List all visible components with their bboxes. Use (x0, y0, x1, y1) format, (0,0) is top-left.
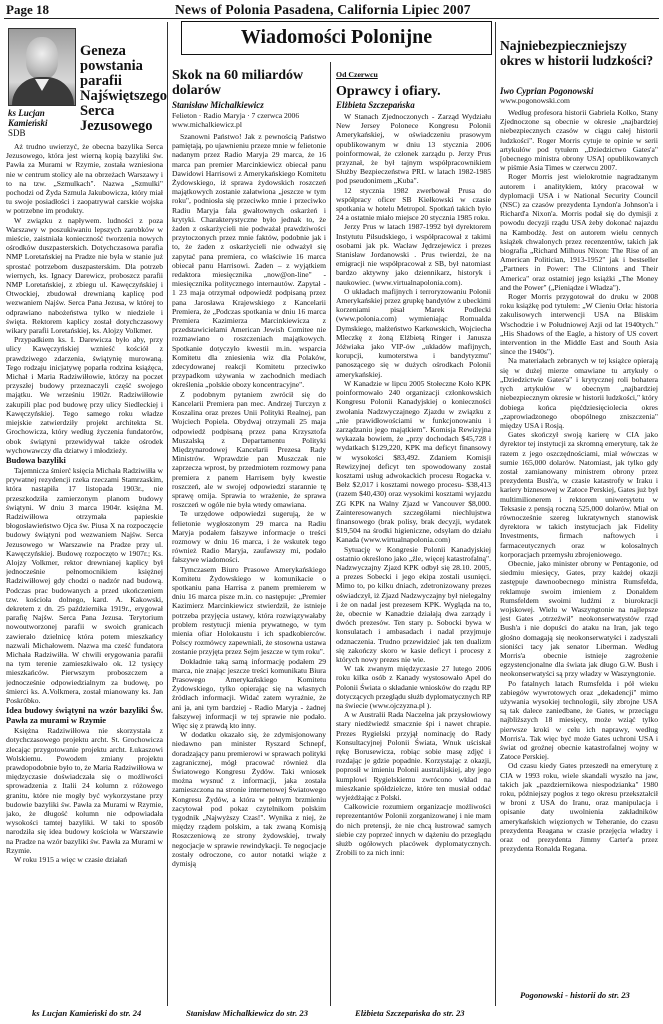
article-body-geneza (6, 142, 163, 1006)
article-body-oprawcy (336, 112, 491, 1006)
paragraph: Dokładnie taką samą informację podałem 29 marca, nie znając jeszcze treści komunikatu Biura Prasowego Amerykańskiego Komitetu Żydowskiego, tylko opierając się na własnych źródłach informacji. Widać zatem wyraźnie, że ani ja, ani tym bardziej - Radio Maryja - żadnej fałszywej informacji w tej sprawie nie podało. Więc się z prawdą kto inny. (172, 656, 326, 730)
caption-order: SDB (8, 128, 26, 138)
paragraph: W dodatku okazało się, że zdymisjonowany niedawno pan minister Ryszard Schnepf, doradzający panu premierowi w sprawach polityki zagranicznej, mógł pracować również dla Światowego Kongresu Żydów. Taki wniosek można wysnuć z informacji, jaka została zamieszczona na stronie internetowej Światowego Kongresu Żydów, a która w pełnym brzmieniu zacytował pod pokaz czytelnikom polskim tygodnik „Najwyższy Czas!". Wynika z niej, że między rządem polskim, a tak zwaną Komisją Roszczeniową ze strony żydowskiej, trwały negocjacje w sprawie rewindykacji. Te negocjacje zostały odroczone, co autor notatki wiąże z dymisją (172, 730, 326, 869)
paragraph: Księżna Radziwiłłowa nie skorzystała z dotychczasowego projektu archt. St. Grochowicza zlecając przygotowanie projektu archt. Łukaszowi Wolskiemu. Powodem zmiany projektu prawdopodobnie było to, że Maria Radziwiłłowa w międzyczasie doświadczała się o możliwości sprowadzenia z Italii 24 kolumn z różowego granitu, które nie mogły być wykorzystane przy budowie bazyliki św. Pawła za Murami w Rzymie, jako, że długość kolumn nie odpowiadała wysokości tamtej bazyliki. W taki to sposób narodziła się idea budowy kościoła w Warszawie na Pradze na wzór bazyliki św. Pawła za Murami w Rzymie. (6, 726, 163, 855)
paragraph: Gates skończył swoją karierę w CIA jako dyrektor tej instytucji za skromną emeryturę, tak że razem z jego oszczędnościami, miał wówczas w sumie 165,000 dolarów. Natomiast, jak tylko gdy został zamianowany ministrem obrony przez prezydenta Bush'a, w czasie katastrofy w Iraku i kariery biznesowej w Zatoce Perskiej, Gates już był multimilionerem i rektorem uniwersytetu w Teksasie z pensją roczną 525,000 dolarów. Miał on równocześnie szereg lukratywnych stanowisk dyrektora w takich instytucjach jak Fidelity Investments, firmach naftowych i farmaceutycznych oraz w kolosalnych korporacjach przemysłu zbrojeniowego. (500, 430, 658, 559)
masthead: News of Polonia Pasadena, California Lipiec 2007 (175, 2, 471, 17)
paragraph: Na materiałach zebranych w tej książce opierają się w dużej mierze omawiane tu artykuły o „Dziedzictwie Gates'a" i krytycznej roli bohatera tych artykułów w obecnym „najbardziej niebezpiecznym okresie w historii ludzkości," który dobiega końca pięćdziesięciolecia okres „zaprowiadzonego obopólnego zniszczenia" między USA i Rosją. (500, 356, 658, 430)
paragraph: Tymczasem Biuro Prasowe Amerykańskiego Komitetu Żydowskiego w komunikacie o spotkaniu pana Harrisa z panem premierem w dniu 16 marca pisze m.in. co następuje: „Premier Kazimierz Marcinkiewicz stwierdził, że istnieje potrzeba przyjęcia ustawy, która rozwiązywałaby problem restytucji mienia prywatnego, w tym mienia ofiar Holokaustu i ich spadkobierców. Polscy rozmówcy zapewniali, że stosowna ustawa zostanie przyjęta przez Sejm jeszcze w tym roku". (172, 564, 326, 657)
column-divider (330, 62, 331, 1006)
article-title-skok: Skok na 60 miliardów dolarów (172, 68, 304, 98)
page-number: Page 18 (6, 2, 49, 17)
article-title-oprawcy: Oprawcy i ofiary. (336, 84, 441, 99)
page-header (0, 0, 663, 18)
paragraph: Obecnie, jako minister obrony w Pentagonie, od siedmiu miesięcy, Gates, przy każdej okazji zastępuje dawnoobecnego ministra Rumsfelda, reklamuje swoim imieniem z Donaldem Rumsfeldem swoimi ludźmi z biurokracji wojskowej. Wielu w Waszyngtonie na najlepsze jest Gates „otrzeźwił" neokonserwatystów rząd Bush'a i nie dopuści do ataku na Iran, jak tego głośno domagają się neokonserwatyści i zadyszali sioniści tacy jak senator Liberman. Według Morris'a obecnie istnieje zagrożenie egzystencjonalne dla świata jak długo G.W. Bush i neokonserwatyści są przy władzy w Waszyngtonie. (500, 558, 658, 679)
caption-name: ks Lucjan Kamieński (8, 108, 48, 128)
source-line: Felieton · Radio Maryja · 7 czerwca 2006 (172, 111, 300, 120)
article-title-geneza: Geneza powstania parafii Najświętszego Serca Jezusowego (80, 43, 167, 134)
article-title-okres: Najniebezpieczniejszy okres w historii ludzkości? (500, 38, 654, 68)
paragraph: Roger Morris przygotował do druku w 2008 roku książkę pod tytułem: „W Cieniu Orła: historia zakulisowych interwencji USA na Bliskim Wschodzie i w Południowej Azji od lat 1940tych." „His Shadows of the Eagle, a history of US covert intervention in the Middle East and South Asia since the 1940s"). (500, 292, 658, 357)
column-divider (167, 22, 168, 1006)
paragraph: O układach mafijnych i terroryzowaniu Polonii Amerykańskiej przez grupkę bandytów z ubeckimi korzeniami pisał Marek Podlecki (www.polonia.com) wymieniając Romualda Dymskiego, małżeństwo Karkowskich, Wojciecha Mleczkę z żoną Elżbietą Ringer i Janusza Jóźwiaka jako VIP-ów „układów mafijnych, korupcji, kumoterstwa i bandytyzmu" panoszącego się w dużych ośrodkach Polonii amerykańskiej. (336, 286, 491, 379)
paragraph: Według profesora historii Gabriela Kolko, Stany Zjednoczone są obecnie w okresie „najbardziej niebezpiecznych czasów w ciągu całej historii ludzkości". Roger Morris cytuje te opinie w serii artykułów pod tytułem „Dziedzictwo Gates'a" [obecnego ministra obrony USA] opublikowanych w piśmie Asia Times w czerwcu 2007. (500, 108, 658, 173)
paragraph: Aż trudno uwierzyć, że obecna bazylika Serca Jezusowego, która jest wierną kopią bazyliki św. Pawła za Murami w Rzymie, została wzniesiona nie w centrum stolicy ale na obrzeżach Warszawy i to na tzw. „Szmulkach". Nazwa „Szmulki" pochodzi od Żyda Szmula Jakubowicza, który miał tu swoje posiadłości i zaopatrywał carskie wojska w potrzebne im produkty. (6, 142, 163, 216)
byline: Elżbieta Szczepańska (336, 100, 415, 110)
paragraph: Szanowni Państwo! Jak z pewnością Państwo pamiętają, po ujawnieniu przeze mnie w felietonie nadanym przez Radio Maryja 29 marca, że 16 marca pan premier Marcinkiewicz obiecał panu Dawidowi Harrisowi z Amerykańskiego Komitetu Żydowskiego, iż sprawa żydowskich roszczeń majątkowych zostanie załatwiona „jeszcze w tym roku", podniosła się przeciwko mnie i przeciwko Radiu Maryja fala gwałtownych oskarżeń i krytyki. Charakterystyczne było jednak to, że żaden z oskarżycieli nie podważał prawdziwości przytoczonych przez mnie faktów, podobnie jak i to, że żaden z oskarżycieli nie odważył się zapytać pana premiera, co właściwie 16 marca obiecał panu Harrisowi. Żaden – z wyjątkiem redaktora miesięcznika „now@on-line" - miesięcznika politycznego internautów. Zapytał - 1 23 maja otrzymał odpowiedź podpisaną przez pana Jarosława Krajewskiego z Kancelarii Premiera, że „Podczas spotkania w dniu 16 marca Premiera Kazimierza Marcinkiewicza z przedstawicielami American Jewish Comitee nie rozmawiano o roszczeniach majątkowych. Spotkanie dotyczyło kwestii m.in. wsparcia Komitetu dla zniesienia wiz dla Polaków, zdecydowanej reakcji Komitetu przeciwko przypadkom używania w zachodnich mediach określenia „polskie obozy koncentracyjne". (172, 132, 326, 390)
header-rule (4, 18, 659, 19)
paragraph: W roku 1915 a więc w czasie działań (14, 855, 128, 865)
paragraph: Z podobnym pytaniem zwrócił się do Kancelarii Premiera pan mec. Andrzej Turczyn z Koszalina oraz prezes Unii Polityki Realnej, pan Wojciech Popiela. Obydwaj otrzymali 25 maja odpowiedź podpisaną przez pana Krzysztofa Muszalską z Departamentu Polityki Międzynarodowej Kancelarii Prezesa Rady Ministrów. Wprawdzie pan Muszczak nie zaprzecza wprost, by przedmiotem rozmowy pana premiera z panem Harrisem były kwestie roszczeń, ale w swojej odpowiedzi starannie tę sprawę omija. Sprawia to wrażenie, że sprawa roszczeń w ogóle nie była wtedy omawiana. (172, 389, 326, 510)
continuation-footer: ks Lucjan Kamieński do str. 24 (32, 1008, 142, 1018)
byline: Stanisław Michalkiewicz (172, 100, 264, 110)
paragraph: W Kanadzie w lipcu 2005 Stołeczne Koło KPK poinformowało 240 organizacji członkowskich Kongresu Polonii Kanadyjskiej o konieczności zwołania Nadzwyczajnego Zjazdu w związku z „nie prawidłowościami w funkcjonowaniu i zarządzaniu jego majątkiem". Komisja Rewizyjna wykazała bowiem, że „przy dochodach $45,728 i wydatkach $129,220, KPK ma deficyt finansowy w wysokości $83,492. Zdaniem Komisji Rewizyjnej deficyt ten spowodowany został kosztami usług adwokackich procesu Rogacka v. Bełz $2,017 i kosztami nowego procesu- $38,413 (razem $40,430) oraz wysokimi kosztami wyjazdu ZG KPK na Walny Zjazd w Vancouver $8,000. Zainteresowanych szczegółami niechlujstwa finansowego (brak polisy, brak decyzji, wydatek $19,504 na środki higieniczne, odsyłam do działu Kanada (www.wirtualnapolonia.com) (336, 378, 491, 545)
article-body-okres (500, 108, 658, 988)
paragraph: Roger Morris jest wielokrotnie nagradzanym autorem i analitykiem, który pracował w dyplomacji USA i w National Security Council (NSC) za czasów prezydenta Lyndon'a Johnson'a i Richard'a Nixon'a. Morris podał się do dymisji z powodu decyzji rządu USA żeby dokonać najazdu na Kambodżę. Jest on autorem wielu cennych książek chwalonych przez recenzentów, takich jak biografia „Richard Milhous Nixon: The Rise of an American Politician, 1913-1952" jak i bestseller „Partners in Power: The Clintons and Their America" oraz ostatniej jego książki „The Money and the Power" („Pieniądze i Władza"). (500, 172, 658, 292)
continuation-footer: Pogonowski - historii do str. 23 (520, 990, 630, 1000)
paragraph: Całkowicie rozumiem organizacje możliwości reprezentantów Polonii zorganizowanej i nie mam do nich pretensji, że nie chcą łustrować samych siebie czy poprzeć innych w dążeniu do przeglądu służb ogółowych placówek dyplomatycznych. Zrobili to za nich inni: (336, 802, 491, 858)
paragraph: Tajemnicza śmierć księcia Michała Radziwiłła w prywatnej rezydencji rzeka rzeczami Stamrzaskim, która nastąpiła 17 listopada 1903r., nie przeszkodziła zamierzonym planom budowy świątyni. W dniu 3 marca 1904r. księżna M. Radziwiłłowa otrzymała papieskie błogosławieństwo Ojca św. Piusa X na rozpoczęcie budowy świątyni pod wezwaniem Najśw. Serca Jezusowego w Warszawie na Pradze przy ul. Kawęczyńskiej. Budowę rozpoczęto w 1907r.; Ks. Alojzy Volkmer, rektor drewnianej kaplicy był jednocześnie pełnomocnikiem księżnej Radziwiłłowej gdy chodzi o nadzór nad budową. Podczas prac budowanych a przed ukończeniem tzw. kościoła dolnego, kard. A. Kakowski, dekretem z dn. 25 października 1919r., erygował parafię Najśw. Serca Pana Jezusa. Terytorium nowoutworzonej parafii w swoich granicach zawierało dzielnicę która potem mieszkańcy nazwali Michałowem. Nazwa ma cześć fundatora Michała Radziwiłła. W chwili erygowania parafii na tym terenie zamieszkiwało ok. 12 tysięcy mieszkańców. Pierwszym proboszczem a jednocześnie odpowiedzialnym za budowę, po śmierci ks. A.Volkmera, został mianowany ks. Jan Poskróbko. (6, 465, 163, 705)
paragraph: W związku z napływem. ludności z poza Warszawy w poszukiwaniu lepszych zarobków w mieście, zaistniała konieczność tworzenia nowych ośrodków duszpasterskich. Dotychczasowa parafia NMP Loretańskiej na Pradze nie była w stanie już sprostać potrzebom duszpasterskim. Dla potrzeb wiernych, ks. Ignacy Darewicz, proboszcz parafii NMP Loretańskiej, z zbiegu ul. Kawęczyńskiej i Otwockiej, zbudował drewnianą kaplicę pod wezwaniem Najśw. Serca Pana Jezusa, w której to odprawiano nabożeństwa tylko w niedziele i święta. Rektorem kaplicy został dotychczasowy wikary parafii Loretańskiej, ks. Alojzy Volkmer. (6, 215, 163, 336)
paragraph: 12 stycznia 1982 zwerbował Prusa do współpracy oficer SB Kiełkowski w czasie spotkania w hotelu Metropol. Spotkań takich było 24 a ostatnie miało miejsce 20 stycznia 1985 roku. (336, 185, 491, 223)
kicker: Od Czerwcu (336, 70, 378, 79)
paragraph: Przypadkiem ks. I. Darewicza było aby, przy ulicy Kawęczyńskiej wznieść kościół z prawdziwego zdarzenia, świątynię murowaną. Tego rodzaju inicjatywę poparła rodzina książęca, Michał i Maria Radziwiłłowie, którzy na poczet przyszłej budowy przeznaczyli część swojego majątku. We wrześniu 1902r. Radziwiłłowie zakupili plac pod budowę przy ulicy Siedleckiej i Kawęczyńskiej. Tego samego roku władze miejskie zatwierdziły projekt architekta St. Grochowicza, który według życzenia fundatorów, obok świątyni przewidywał także ośrodek wychowawczy dla dziatwy i młodzieży. (6, 335, 163, 455)
continuation-footer: Stanisław Michalkiewicz do str. 23 (186, 1008, 309, 1018)
author-photo (8, 28, 76, 106)
continuation-footer: Elżbieta Szczepańska do str. 23 (355, 1008, 465, 1018)
paragraph: Te urzędowe odpowiedzi sugerują, że w felietonie wygłoszonym 29 marca na Radiu Maryja podałem fałszywe informacje o treści rozmowy w dniu 16 marca, i że wskutek tego również Radio Maryja, zaufawszy mi, podało fałszywe wiadomości. (172, 509, 326, 565)
paragraph: A w Australii Rada Naczelna jak przysłowiowy stary niedźwiedź smacznie śpi i nawet chrapie. Prezes Rygielski przyjął nominację do Rady Konsultacyjnej Polonii Świata, Wnuk uściskał rękę Borusewicza, robiąc sobie masę zdjęć i rozdając je gdzie popadnie. Korzystając z okazji, poprosił w imieniu Polonii australijskiej, aby jego kumplowi Rygielskiemu zwrócono wkład na mieszkanie spółdzielcze, które ten musiał oddać wyjeżdżając z Polski. (336, 710, 491, 803)
paragraph: Od czasu kiedy Gates przeszedł na emeryturę z CIA w 1993 roku, wiele skandali wyszło na jaw, takich jak „pazdziernikowa niespodzianka" 1980 roku, późniejszy pogłos z tego okresu przekształcił w broni z USA do Iranu, oraz manipulacja i opisanie daty uwolnienia zakładników amerykańskich więzionych w Teheranie, do czasu prezydenta Reagana w czasie przejęcia władzy i oraz od prezydenta Jimmy Carter'a przez prezydenta Ronalda Regana. (500, 761, 658, 854)
article-body-skok (172, 132, 326, 1006)
source-url: www.michalkiewicz.pl (172, 120, 242, 129)
photo-caption (8, 108, 74, 138)
byline: Iwo Cyprian Pogonowski (500, 86, 594, 96)
column-divider (495, 22, 496, 1006)
paragraph: W Stanach Zjednoczonych - Zarząd Wydziału New Jersey Polonece Kongresu Polonii Amerykańskiej, w oświadczeniu prasowym opublikowanym w dniu 13 stycznia 2006 poinformował, że członek zarządu p. Jerzy Prus przyznał, że był tajnym współpracownikiem Służby Bezpieczeństwa PRL w latach 1982-1985 pod pseudonimem „Kuba". (336, 112, 491, 186)
paragraph: Sytuację w Kongresie Polonii Kanadyjskiej ostatnio określono jako „źle, więcej katastrofalną". Nadzwyczajny Zjazd KPK odbył się 28.10. 2005, a prezes Sobecki i jego ekipa zostali usunięci. Mimo to, po kilku dniach, zdetronizowany prezes oświadczył, iż Zjazd Nadzwyczajny był nielegalny i że on nadal jest prezesem KPK. Wygląda na to, że, obecnie w Kanadzie działają dwa zarządy i dwóch prezesów. Ten stary p. Sobocki bywa w konsulatach i ambasadach i nadal przyjmuje odznaczenia. Trudno przewidzieć jak ten dualizm się zakończy skoro w kasie deficyt i procesy z których nowy prezes nie wie. (336, 544, 491, 664)
subheading: Idea budowy świątyni na wzór bazyliki Św. Pawła za murami w Rzymie (6, 706, 163, 726)
paragraph: Jerzy Prus w latach 1987-1992 był dyrektorem Instytutu Piłsudskiego, i współpracował z takimi osobami jak pk. Wacław Jędrzejewicz i prezes Stanisław Jordanowski . Prus twierdzi, że na emigracji nie współpracował z SB, był natomiast bardzo aktywny jako dziennikarz, historyk i naukowiec. (www.virtualnapolonia.com). (336, 222, 491, 287)
paragraph: W tak zwanym międzyczasie 27 lutego 2006 roku kilka osób z Kanady wystosowało Apel do Polonii Świata o składanie wniosków do rządu RP dotyczących przeglądu służb dyplomatycznych RP na świecie (www.ojczyzna.pl ). (336, 664, 491, 710)
source-url: www.pogonowski.com (500, 96, 570, 105)
section-banner: Wiadomości Polonijne (181, 21, 492, 55)
paragraph: Po fatalnych latach Rumsfelda i pół wieku zabiegów wywrotowych oraz „dekadencji" mimo używania wysokiej technologii, siły zbrojne USA są tak dalece zaniedbane, że Gates, w przeciągu najbliższych 18 miesięcy, może wziąć tylko pierwsze kroki w celu ich naprawy, według Morris'a. Tak więc być może Gates uchroni USA i świat od groźnej obecnie katastrofalnej wojny w Zatoce Perskiej. (500, 678, 658, 762)
subheading: Budowa bazyliki (6, 455, 66, 465)
